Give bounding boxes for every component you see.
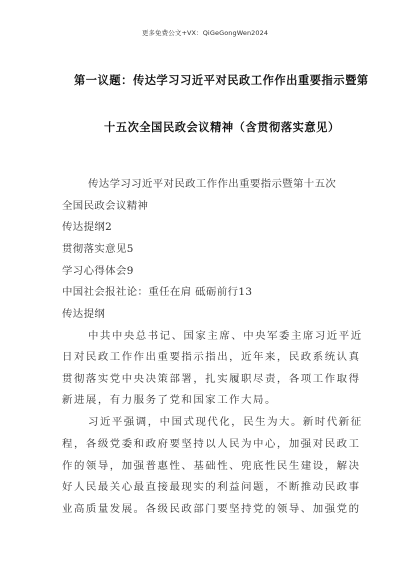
paragraph-line: 贯彻落实党中央决策部署，扎实履职尽责，各项工作取得 — [62, 373, 361, 385]
paragraph-line: 中共中央总书记、国家主席、中央军委主席习近平近 — [88, 330, 363, 342]
paragraph-line: 程，各级党委和政府要坚持以人民为中心，加强对民政工 — [62, 438, 361, 450]
toc-item[interactable]: 贯彻落实意见5 — [62, 243, 134, 255]
document-title-line-2: 十五次全国民政会议精神（含贯彻落实意见） — [104, 121, 340, 134]
paragraph-line: 新进展，有力服务了党和国家工作大局。 — [62, 394, 277, 406]
toc-intro-line-1: 传达学习习近平对民政工作作出重要指示暨第十五次 — [88, 178, 337, 190]
paragraph-line: 业高质量发展。各级民政部门要坚持党的领导、加强党的 — [62, 503, 361, 515]
paragraph-line: 好人民最关心最直接最现实的利益问题，不断推动民政事 — [62, 481, 361, 493]
toc-item[interactable]: 学习心得体会9 — [62, 265, 134, 277]
header-note: 更多免费公文+VX：QiGeGongWen2024 — [141, 29, 269, 37]
paragraph-line: 作的领导，加强普惠性、基础性、兜底性民生建设，解决 — [62, 460, 361, 472]
toc-intro-line-2: 全国民政会议精神 — [62, 200, 149, 212]
toc-item[interactable]: 中国社会报社论：重任在肩 砥砺前行13 — [62, 286, 253, 298]
document-title-line-1: 第一议题：传达学习习近平对民政工作作出重要指示暨第 — [74, 74, 369, 87]
paragraph-line: 习近平强调，中国式现代化，民生为大。新时代新征 — [88, 416, 363, 428]
toc-item[interactable]: 传达提纲2 — [62, 221, 113, 233]
section-heading: 传达提纲 — [62, 308, 106, 320]
paragraph-line: 日对民政工作作出重要指示指出，近年来，民政系统认真 — [62, 351, 361, 363]
